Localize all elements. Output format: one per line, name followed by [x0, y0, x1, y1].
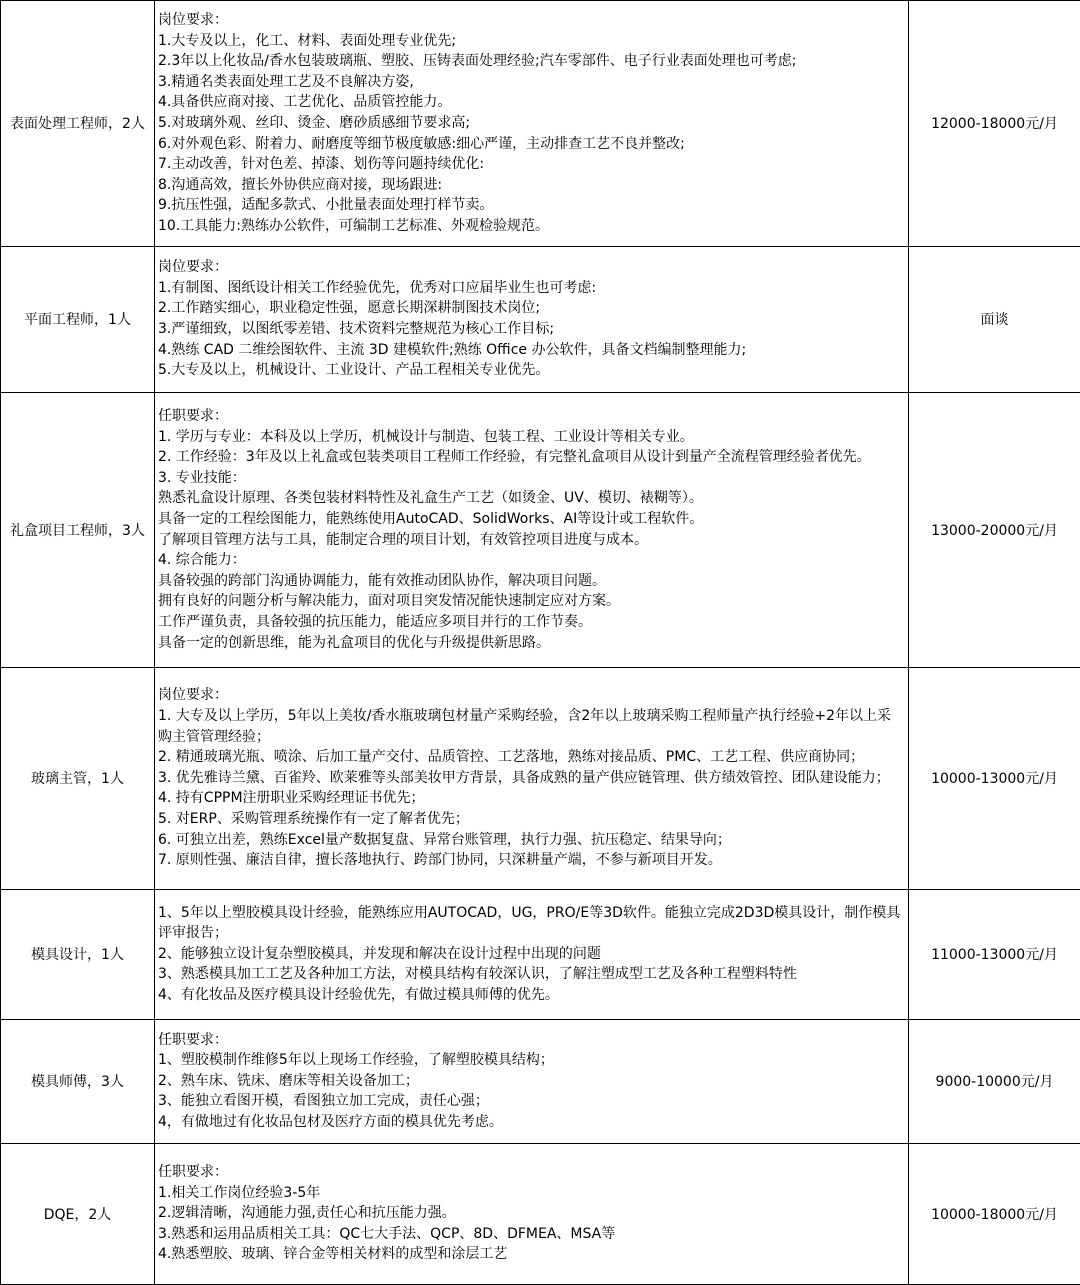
requirement-line: 6.对外观色彩、附着力、耐磨度等细节极度敏感:细心严谨，主动排查工艺不良并整改;	[158, 134, 902, 155]
requirement-line: 具备较强的跨部门沟通协调能力，能有效推动团队协作，解决项目问题。	[158, 571, 902, 592]
requirement-line: 3. 专业技能：	[158, 468, 902, 489]
requirement-line: 2. 工作经验：3年及以上礼盒或包装类项目工程师工作经验，有完整礼盒项目从设计到量产全流程管理经验者优先。	[158, 447, 902, 468]
requirements-cell	[155, 667, 909, 889]
requirement-line: 了解项目管理方法与工具，能制定合理的项目计划，有效管控项目进度与成本。	[158, 530, 902, 551]
job-row	[1, 889, 1080, 1019]
requirement-line: 5.大专及以上，机械设计、工业设计、产品工程相关专业优先。	[158, 360, 902, 381]
job-row	[1, 1019, 1080, 1143]
requirement-line: 1、5年以上塑胶模具设计经验，能熟练应用AUTOCAD，UG，PRO/E等3D软件。能独立完成2D3D模具设计，制作模具评审报告；	[158, 903, 902, 944]
requirement-line: 3、熟悉模具加工工艺及各种加工方法，对模具结构有较深认识，了解注塑成型工艺及各种工程塑料特性	[158, 964, 902, 985]
requirement-line: 1. 学历与专业：本科及以上学历，机械设计与制造、包装工程、工业设计等相关专业。	[158, 427, 902, 448]
requirements-cell	[155, 1019, 909, 1143]
requirements-cell	[155, 1, 909, 247]
position-cell: 玻璃主管，1人	[1, 667, 155, 889]
job-row	[1, 1143, 1080, 1284]
requirement-line: 10.工具能力:熟练办公软件，可编制工艺标准、外观检验规范。	[158, 216, 902, 237]
job-row	[1, 667, 1080, 889]
requirements-cell	[155, 1143, 909, 1284]
salary-cell: 10000-13000元/月	[909, 667, 1080, 889]
requirement-line: 1.相关工作岗位经验3-5年	[158, 1183, 902, 1204]
requirement-line: 8.沟通高效，擅长外协供应商对接，现场跟进:	[158, 175, 902, 196]
requirement-line: 2.逻辑清晰，沟通能力强,责任心和抗压能力强。	[158, 1203, 902, 1224]
job-row	[1, 392, 1080, 667]
position-cell: 平面工程师，1人	[1, 246, 155, 392]
requirement-line: 5.对玻璃外观、丝印、烫金、磨砂质感细节要求高;	[158, 113, 902, 134]
requirement-line: 具备一定的工程绘图能力，能熟练使用AutoCAD、SolidWorks、AI等设计或工程软件。	[158, 509, 902, 530]
position-cell: 模具师傅，3人	[1, 1019, 155, 1143]
requirement-line: 具备一定的创新思维，能为礼盒项目的优化与升级提供新思路。	[158, 633, 902, 654]
requirement-line: 2、能够独立设计复杂塑胶模具，并发现和解决在设计过程中出现的问题	[158, 944, 902, 965]
requirement-line: 6. 可独立出差，熟练Excel量产数据复盘、异常台账管理，执行力强、抗压稳定、结果导向；	[158, 830, 902, 851]
requirement-line: 2.工作踏实细心，职业稳定性强，愿意长期深耕制图技术岗位;	[158, 298, 902, 319]
job-listing-body	[1, 1, 1080, 1285]
salary-cell: 13000-20000元/月	[909, 392, 1080, 667]
requirement-line: 拥有良好的问题分析与解决能力，面对项目突发情况能快速制定应对方案。	[158, 591, 902, 612]
requirement-line: 5. 对ERP、采购管理系统操作有一定了解者优先；	[158, 809, 902, 830]
requirement-line: 工作严谨负责，具备较强的抗压能力，能适应多项目并行的工作节奏。	[158, 612, 902, 633]
requirement-line: 2.3年以上化妆品/香水包装玻璃瓶、塑胶、压铸表面处理经验;汽车零部件、电子行业表面处理也可考虑;	[158, 51, 902, 72]
salary-cell: 12000-18000元/月	[909, 1, 1080, 247]
requirement-line: 4.熟悉塑胶、玻璃、锌合金等相关材料的成型和涂层工艺	[158, 1244, 902, 1265]
requirement-line: 3、能独立看图开模，看图独立加工完成，责任心强；	[158, 1091, 902, 1112]
requirement-line: 岗位要求：	[158, 685, 902, 706]
requirement-line: 1.大专及以上，化工、材料、表面处理专业优先;	[158, 31, 902, 52]
salary-cell: 11000-13000元/月	[909, 889, 1080, 1019]
requirement-line: 7.主动改善，针对色差、掉漆、划伤等问题持续优化:	[158, 154, 902, 175]
requirement-line: 1.有制图、图纸设计相关工作经验优先，优秀对口应届毕业生也可考虑:	[158, 278, 902, 299]
requirement-line: 3. 优先雅诗兰黛、百雀羚、欧莱雅等头部美妆甲方背景，具备成熟的量产供应链管理、供方绩效管控、团队建设能力；	[158, 768, 902, 789]
requirement-line: 4. 综合能力：	[158, 550, 902, 571]
requirement-line: 4.熟练 CAD 二维绘图软件、主流 3D 建模软件;熟练 Office 办公软件，具备文档编制整理能力;	[158, 340, 902, 361]
requirements-cell	[155, 889, 909, 1019]
requirement-line: 2. 精通玻璃光瓶、喷涂、后加工量产交付、品质管控、工艺落地，熟练对接品质、PMC、工艺工程、供应商协同；	[158, 747, 902, 768]
requirement-line: 2、熟车床、铣床、磨床等相关设备加工；	[158, 1071, 902, 1092]
salary-cell: 9000-10000元/月	[909, 1019, 1080, 1143]
requirement-line: 任职要求：	[158, 406, 902, 427]
requirement-line: 3.精通名类表面处理工艺及不良解决方姿,	[158, 72, 902, 93]
requirement-line: 1. 大专及以上学历，5年以上美妆/香水瓶玻璃包材量产采购经验，含2年以上玻璃采购工程师量产执行经验+2年以上采购主管管理经验；	[158, 706, 902, 747]
salary-cell: 10000-18000元/月	[909, 1143, 1080, 1284]
job-row	[1, 1, 1080, 247]
requirement-line: 7. 原则性强、廉洁自律，擅长落地执行、跨部门协同，只深耕量产端，不参与新项目开发。	[158, 850, 902, 871]
position-cell: 模具设计，1人	[1, 889, 155, 1019]
requirement-line: 1、塑胶模制作维修5年以上现场工作经验，了解塑胶模具结构；	[158, 1050, 902, 1071]
requirements-cell	[155, 246, 909, 392]
requirement-line: 任职要求：	[158, 1162, 902, 1183]
requirement-line: 4. 持有CPPM注册职业采购经理证书优先；	[158, 788, 902, 809]
position-cell: 礼盒项目工程师，3人	[1, 392, 155, 667]
position-cell: DQE，2人	[1, 1143, 155, 1284]
requirement-line: 3.熟悉和运用品质相关工具：QC七大手法、QCP、8D、DFMEA、MSA等	[158, 1224, 902, 1245]
requirement-line: 岗位要求：	[158, 10, 902, 31]
requirement-line: 4，有做地过有化妆品包材及医疗方面的模具优先考虑。	[158, 1112, 902, 1133]
requirements-cell	[155, 392, 909, 667]
requirement-line: 任职要求：	[158, 1030, 902, 1051]
position-cell: 表面处理工程师，2人	[1, 1, 155, 247]
requirement-line: 4、有化妆品及医疗模具设计经验优先，有做过模具师傅的优先。	[158, 985, 902, 1006]
requirement-line: 岗位要求：	[158, 257, 902, 278]
job-row	[1, 246, 1080, 392]
requirement-line: 3.严谨细致，以图纸零差错、技术资料完整规范为核心工作目标;	[158, 319, 902, 340]
requirement-line: 4.具备供应商对接、工艺优化、品质管控能力。	[158, 92, 902, 113]
requirement-line: 9.抗压性强，适配多款式、小批量表面处理打样节卖。	[158, 195, 902, 216]
requirement-line: 熟悉礼盒设计原理、各类包装材料特性及礼盒生产工艺（如烫金、UV、模切、裱糊等）。	[158, 488, 902, 509]
salary-cell: 面谈	[909, 246, 1080, 392]
